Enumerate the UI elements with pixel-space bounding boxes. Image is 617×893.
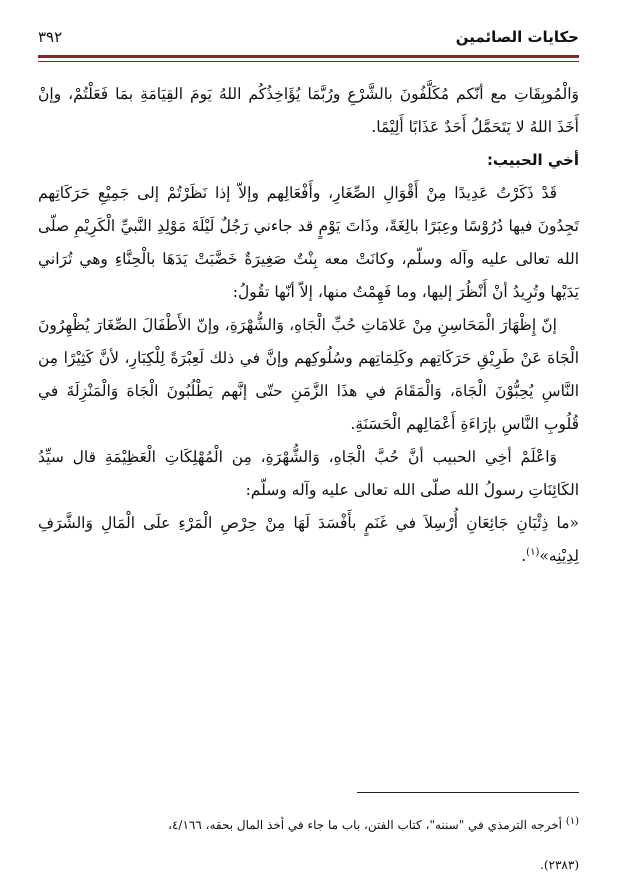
footnote-separator bbox=[357, 792, 579, 793]
footnote-marker: (١) bbox=[565, 816, 579, 827]
paragraph: إنّ إِظْهَارَ الْمَحَاسِنِ مِنْ عَلامَاتِ حُبِّ الْجَاهِ، وَالشُّهْرَةِ، وإنّ الأَطْفَالَ الصِّغَارَ يُظْهِرُونَ الْجَاهَ عَنْ طَرِيْقِ حَرَكَاتِهم وكَلِمَاتِهم وسُلُوكِهم وإنَّ في ذلك لَعِبْرَةً لِلْكِبَارِ، لأنَّ كَثِيْرًا مِن النَّاسِ يُحِبُّوْنَ الْجَاهَ، وَالْمَقَامَ في هذَا الزَّمَنِ حتّى إنَّهم يَطْلُبُونَ الْجَاهَ وَالْمَنْزِلَةَ في قُلُوبِ النَّاسِ بإرَاءَةِ أَعْمَالِهم الْحَسَنَةِ. bbox=[38, 316, 579, 433]
footnote-reference: (١) bbox=[526, 546, 540, 558]
hadith-period: . bbox=[521, 547, 527, 565]
header-rule-thin bbox=[38, 61, 579, 62]
footnote-text: أخرجه الترمذي في "سننه"، كتاب الفتن، باب ما جاء في أخذ المال بحقه، ٤/١٦٦، bbox=[168, 818, 562, 832]
header-rule-thick bbox=[38, 55, 579, 58]
hadith-text: «ما ذِئْبَانِ جَائِعَانِ أُرْسِلاَ في غَنَمٍ بأَفْسَدَ لَهَا مِنْ حِرْصِ الْمَرْءِ علَى الْمَالِ وَالشَّرَفِ لِدِيْنِه» bbox=[38, 514, 579, 565]
main-text bbox=[38, 78, 579, 573]
footnote-line bbox=[38, 805, 579, 845]
section-heading: أخي الحبيب: bbox=[486, 151, 579, 169]
paragraph: وَاعْلَمْ أخِي الحبيب أنَّ حُبَّ الْجَاهِ، وَالشُّهْرَةِ، مِن الْمُهْلِكَاتِ الْعَظِيْمَةِ قال سيِّدُ الكَائِنَاتِ رسولُ الله صلّى الله تعالى عليه وآله وسلّم: bbox=[38, 448, 579, 499]
footnote-text: (٢٣٨٣). bbox=[540, 858, 579, 872]
paragraph: قَدْ ذَكَرْتُ عَدِيدًا مِنْ أَقْوَالِ الصِّغَارِ، وأَفْعَالِهم وإلاّ إذا نَظَرْتُمْ إلى جَمِيْعِ حَرَكَاتِهم تَجِدُونَ فيها دُرُوْسًا وعِبَرًا بالِغَةً، وذَاتَ يَوْمٍ قد جاءني رَجُلٌ لَيْلَةَ مَوْلِدِ النَّبيِّ الْكَرِيْمِ صلّى الله تعالى عليه وآله وسلّم، وكانَتْ معه بِنْتٌ صَغِيرَةٌ خَضَّبَتْ يَدَهَا بالْحِنَّاءِ وهي تُرَاني يَدَيْها وتُرِيدُ أنْ أَنْظُرَ إليها، وما فَهِمْتُ منها، إلاّ أنّها تقُولُ: bbox=[38, 184, 579, 301]
footnote bbox=[38, 805, 579, 885]
page-number: ٣٩٢ bbox=[38, 28, 63, 46]
running-title: حكايات الصائمين bbox=[455, 28, 579, 46]
hadith-quote bbox=[38, 507, 579, 573]
running-header bbox=[38, 28, 579, 56]
paragraph: وَالْمُوبِقَاتِ مع أنّكم مُكَلَّفُونَ بالشَّرْعِ ورُبَّمَا يُؤَاخِذُكُم اللهُ يَومَ القِيَامَةِ بمَا فَعَلْتُمْ، وإنْ أَخَذَ اللهُ لا يَتَحَمَّلُ أَحَدٌ عَذَابًا أَلِيْمًا. bbox=[38, 85, 579, 136]
footnote-line bbox=[38, 845, 579, 885]
